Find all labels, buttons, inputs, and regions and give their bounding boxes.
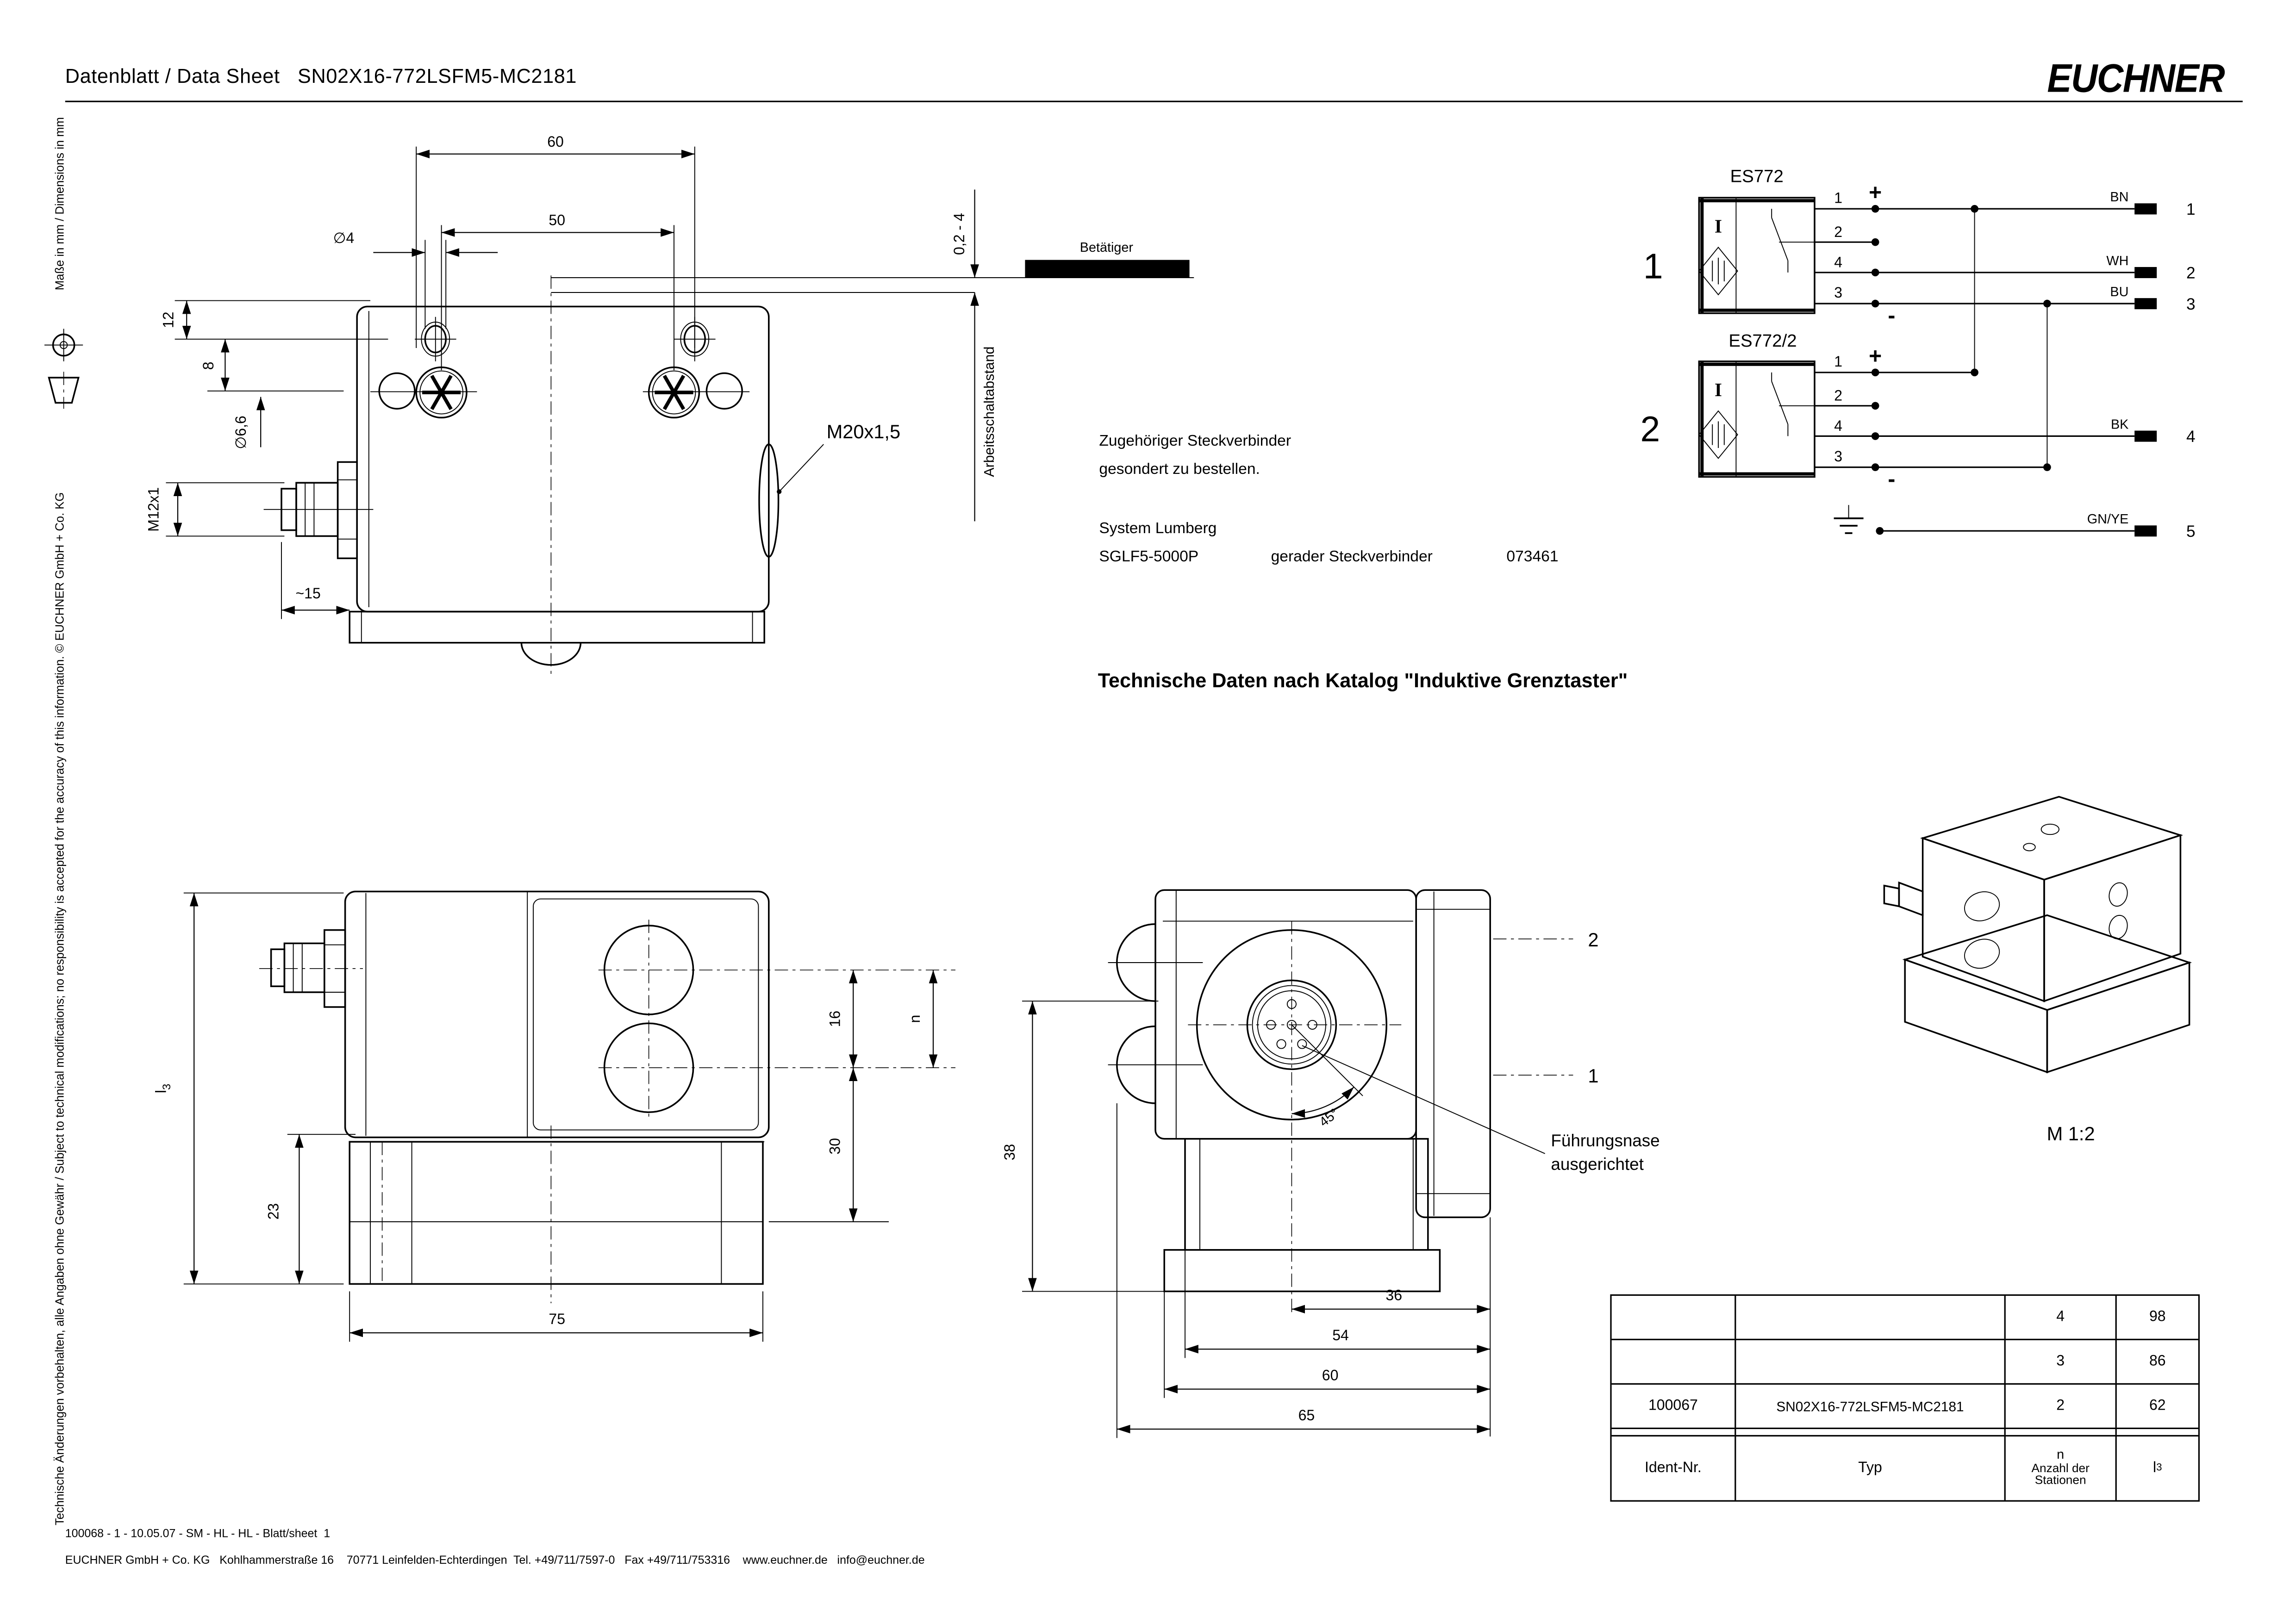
euchner-logo: EUCHNER	[2047, 56, 2225, 101]
iso-view-drawing	[1884, 797, 2189, 1144]
dim-m12: M12x1	[145, 487, 162, 532]
terminal-2: 2	[2186, 264, 2196, 282]
table-cell	[1734, 1296, 2004, 1339]
station-1-label: 1	[1588, 1065, 1599, 1087]
dim-l3: $l_3$	[152, 1083, 173, 1094]
b1-plus: +	[1869, 180, 1882, 205]
front-view-drawing	[152, 891, 955, 1342]
dim-60b: 60	[1322, 1367, 1339, 1384]
dim-15: ~15	[295, 585, 321, 602]
table-cell: 62	[2115, 1383, 2198, 1428]
guide-note-line1: Führungsnase	[1551, 1131, 1660, 1150]
table-cell: 4	[2004, 1296, 2115, 1339]
iso-scale-label: M 1:2	[2046, 1123, 2095, 1144]
b2-pin4: 4	[1834, 417, 1843, 435]
units-note: Maße in mm / Dimensions in mm	[53, 117, 67, 291]
table-cell: 86	[2115, 1339, 2198, 1383]
table-cell	[1612, 1296, 1735, 1339]
earth-icon	[1834, 505, 1864, 533]
b1-pin1: 1	[1834, 189, 1843, 206]
table-header-n: n Anzahl der Stationen	[2004, 1435, 2115, 1500]
table-cell-typ: SN02X16-772LSFM5-MC2181	[1734, 1383, 2004, 1428]
connector-note-line2: gesondert zu bestellen.	[1099, 460, 1260, 479]
table-cell	[1612, 1339, 1735, 1383]
dim-12: 12	[160, 311, 177, 328]
dim-45deg: 45°	[1316, 1106, 1342, 1130]
b2-pin3: 3	[1834, 448, 1843, 465]
table-divider	[1612, 1428, 1735, 1435]
b2-plus: +	[1869, 344, 1882, 369]
b2-minus: -	[1888, 467, 1896, 492]
table-header-typ: Typ	[1734, 1435, 2004, 1500]
connector-order-no: 073461	[1506, 548, 1559, 566]
wiring-block1-name: ES772	[1730, 166, 1784, 187]
dim-75: 75	[549, 1310, 565, 1327]
b1-minus: -	[1888, 303, 1896, 328]
wiring-block2-name: ES772/2	[1728, 330, 1797, 351]
connector-system: System Lumberg	[1099, 520, 1217, 538]
terminal-1: 1	[2186, 200, 2196, 218]
dim-8: 8	[200, 361, 217, 370]
b2-pin1: 1	[1834, 353, 1843, 370]
connector-note-line1: Zugehöriger Steckverbinder	[1099, 432, 1292, 450]
table-cell: 3	[2004, 1339, 2115, 1383]
dim-n: n	[906, 1014, 923, 1023]
table-header-l3: l 3	[2115, 1435, 2198, 1500]
dim-38: 38	[1001, 1144, 1018, 1161]
terminal-5: 5	[2186, 522, 2196, 541]
dim-65: 65	[1298, 1406, 1315, 1424]
dim-54: 54	[1332, 1327, 1349, 1343]
legal-note: Technische Änderungen vorbehalten, alle Angaben ohne Gewähr / Subject to technical modifications; no responsibility is accepted for the accuracy of this information. © EUCHNER GmbH + Co. KG	[53, 492, 67, 1525]
screw-right-icon	[649, 367, 699, 418]
connector-desc: gerader Steckverbinder	[1271, 548, 1433, 566]
station-2-label: 2	[1588, 928, 1599, 951]
side-view-drawing	[1001, 890, 1660, 1438]
table-divider	[1734, 1428, 2004, 1435]
actuator-label: Betätiger	[1079, 240, 1134, 255]
dim-d4: ∅4	[333, 229, 355, 246]
connector-model: SGLF5-5000P	[1099, 548, 1199, 566]
dim-gap: 0,2 - 4	[951, 213, 968, 255]
doc-type-label: Datenblatt / Data Sheet	[65, 65, 280, 87]
table-cell-ident: 100067	[1612, 1383, 1735, 1428]
wiring-diagram	[1640, 167, 2195, 541]
b1-pin2: 2	[1834, 224, 1843, 240]
wiring-block2-index: 2	[1640, 409, 1660, 449]
wire-wh-label: WH	[2106, 253, 2129, 268]
b1-pin4: 4	[1834, 254, 1843, 271]
b1-pin3: 3	[1834, 284, 1843, 301]
table-cell: 98	[2115, 1296, 2198, 1339]
wire-gnye-label: GN/YE	[2087, 512, 2129, 527]
terminal-4: 4	[2186, 428, 2196, 446]
wire-bk-label: BK	[2110, 417, 2129, 432]
terminal-3: 3	[2186, 295, 2196, 313]
wire-bn-label: BN	[2110, 190, 2129, 205]
table-divider	[2115, 1428, 2198, 1435]
wire-bu-label: BU	[2110, 285, 2129, 299]
dim-36: 36	[1385, 1287, 1402, 1304]
footer-revision: 100068 - 1 - 10.05.07 - SM - HL - HL - Blatt/sheet 1	[65, 1527, 331, 1540]
dim-16: 16	[826, 1010, 843, 1027]
footer-address: EUCHNER GmbH + Co. KG Kohlhammerstraße 16 70771 Leinfelden-Echterdingen Tel. +49/711/7597-0 Fax +49/711/753316 www.euchner.de info@euchner.de	[65, 1553, 925, 1567]
part-number: SN02X16-772LSFM5-MC2181	[298, 65, 577, 87]
dim-23: 23	[265, 1203, 282, 1220]
current-symbol: I	[1714, 215, 1722, 237]
table-divider	[2004, 1428, 2115, 1435]
variants-table	[1610, 1294, 2200, 1502]
table-cell	[1734, 1339, 2004, 1383]
wiring-block1-index: 1	[1643, 246, 1663, 286]
dim-60: 60	[547, 133, 564, 150]
dim-50: 50	[549, 211, 565, 229]
current-symbol-2: I	[1714, 379, 1722, 400]
dim-d66: ∅6,6	[232, 416, 250, 449]
table-cell: 2	[2004, 1383, 2115, 1428]
b2-pin2: 2	[1834, 387, 1843, 404]
working-distance-label: Arbeitsschaltabstand	[981, 346, 998, 477]
top-view-drawing	[145, 133, 1194, 675]
screw-left-icon	[416, 367, 467, 418]
actuator-bar	[1025, 260, 1189, 278]
tech-data-heading: Technische Daten nach Katalog "Induktive Grenztaster"	[1098, 669, 1628, 692]
dim-30: 30	[826, 1138, 843, 1155]
guide-note-line2: ausgerichtet	[1551, 1155, 1644, 1174]
dim-gland: M20x1,5	[826, 421, 901, 443]
table-header-ident: Ident-Nr.	[1612, 1435, 1735, 1500]
